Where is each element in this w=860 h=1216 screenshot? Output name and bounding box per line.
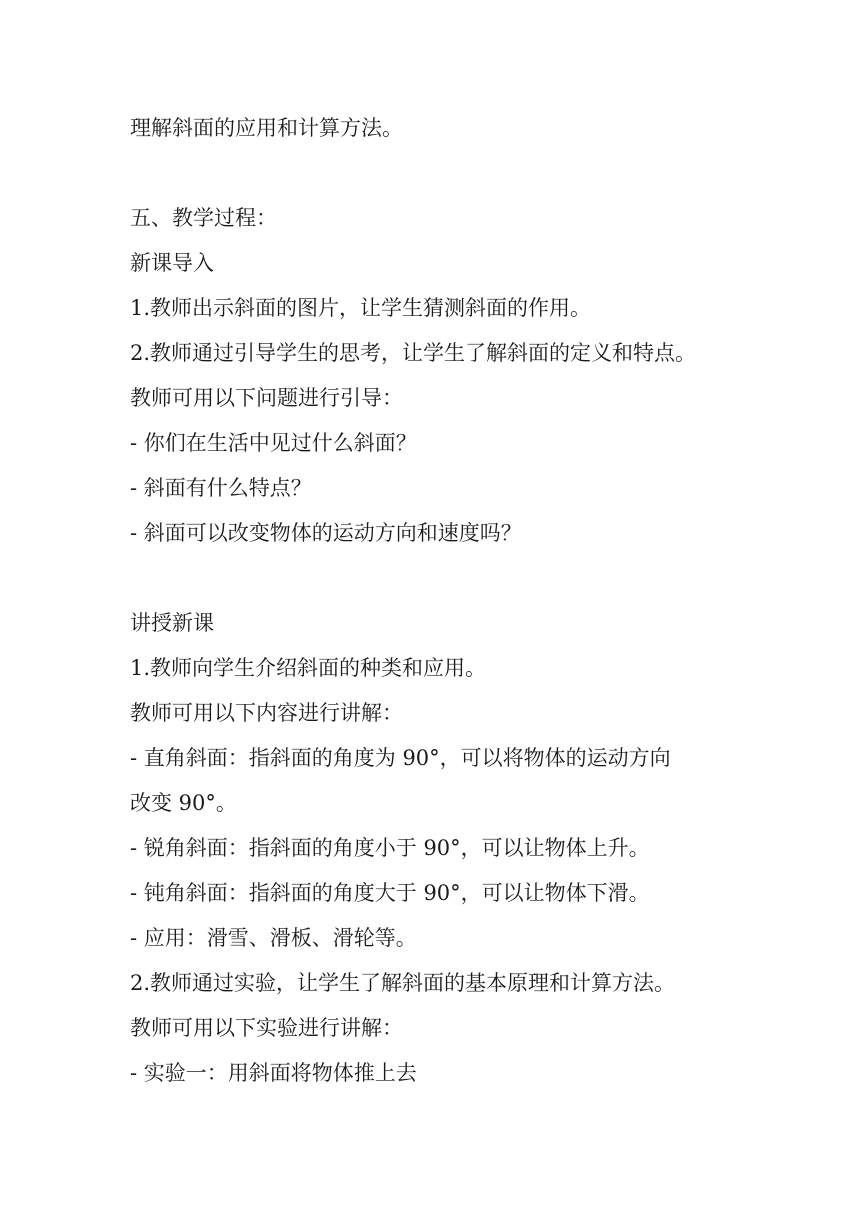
text-line-step-2: 2.教师通过引导学生的思考，让学生了解斜面的定义和特点。 [130, 341, 697, 365]
text-line-experiment-intro: 教师可用以下实验进行讲解： [130, 1016, 403, 1040]
text-line-step-1: 1.教师出示斜面的图片，让学生猜测斜面的作用。 [130, 296, 592, 320]
text-line-guiding-questions-intro: 教师可用以下问题进行引导： [130, 386, 403, 410]
text-line-lesson-step-1: 1.教师向学生介绍斜面的种类和应用。 [130, 656, 487, 680]
list-item-right-angle-slope-continued: 改变 90°。 [130, 791, 237, 815]
subheading-teaching-new-lesson: 讲授新课 [130, 611, 214, 635]
list-item-question-1: - 你们在生活中见过什么斜面？ [130, 431, 417, 455]
subheading-new-lesson-intro: 新课导入 [130, 251, 214, 275]
list-item-question-3: - 斜面可以改变物体的运动方向和速度吗？ [130, 521, 522, 545]
section-heading-teaching-process: 五、教学过程： [130, 206, 277, 230]
list-item-applications: - 应用：滑雪、滑板、滑轮等。 [130, 926, 417, 950]
text-line-objective: 理解斜面的应用和计算方法。 [130, 116, 403, 140]
list-item-obtuse-slope: - 钝角斜面：指斜面的角度大于 90°，可以让物体下滑。 [130, 881, 650, 905]
list-item-question-2: - 斜面有什么特点？ [130, 476, 312, 500]
text-line-content-intro: 教师可用以下内容进行讲解： [130, 701, 403, 725]
list-item-experiment-1: - 实验一：用斜面将物体推上去 [130, 1061, 417, 1085]
text-line-lesson-step-2: 2.教师通过实验，让学生了解斜面的基本原理和计算方法。 [130, 971, 676, 995]
list-item-acute-slope: - 锐角斜面：指斜面的角度小于 90°，可以让物体上升。 [130, 836, 650, 860]
list-item-right-angle-slope: - 直角斜面：指斜面的角度为 90°，可以将物体的运动方向 [130, 746, 671, 770]
